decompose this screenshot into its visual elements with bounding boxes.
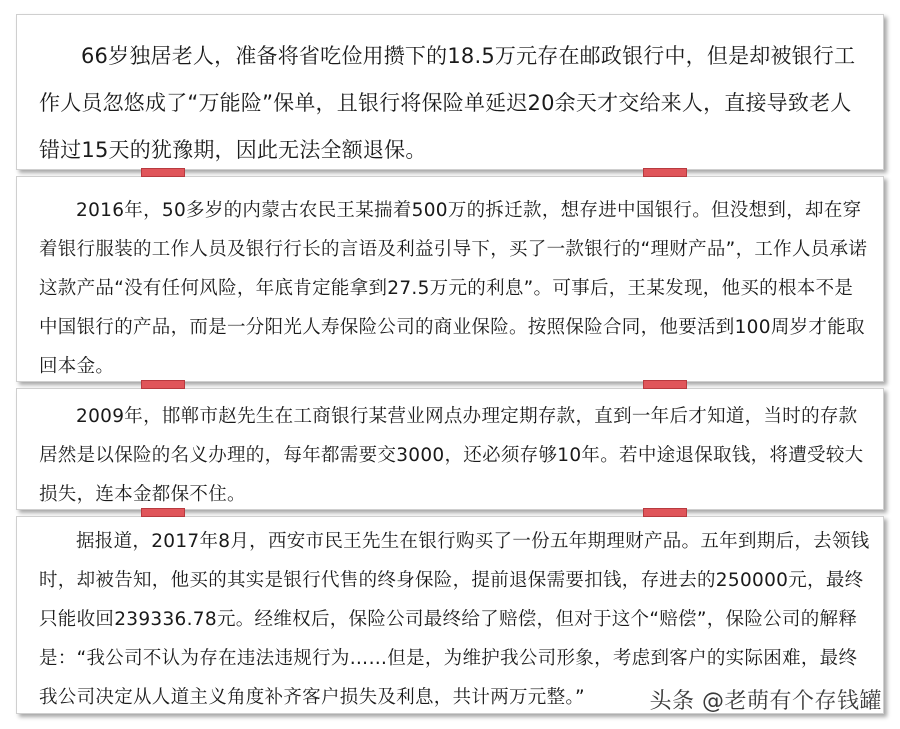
tape-strip <box>141 168 185 177</box>
story-card-2 <box>16 176 884 382</box>
story-paragraph-4: 据报道，2017年8月，西安市民王先生在银行购买了一份五年期理财产品。五年到期后，去领钱时，却被告知，他买的其实是银行代售的终身保险，提前退保需要扣钱，存进去的250000元，最终只能收回239336.78元。经维权后，保险公司最终给了赔偿，但对于这个“赔偿”，保险公司的解释是：“我公司不认为存在违法违规行为……但是，为维护我公司形象，考虑到客户的实际困难，最终我公司决定从人道主义角度补齐客户损失及利息，共计两万元整。” <box>39 531 870 708</box>
story-paragraph-3: 2009年，邯郸市赵先生在工商银行某营业网点办理定期存款，直到一年后才知道，当时的存款居然是以保险的名义办理的，每年都需要交3000，还必须存够10年。若中途退保取钱，将遭受较大损失，连本金都保不住。 <box>39 406 864 505</box>
tape-strip <box>643 168 687 177</box>
tape-strip <box>643 380 687 389</box>
story-paragraph-2: 2016年，50多岁的内蒙古农民王某揣着500万的拆迁款，想存进中国银行。但没想到，却在穿着银行服装的工作人员及银行行长的言语及利益引导下，买了一款银行的“理财产品”，工作人员承诺这款产品“没有任何风险，年底肯定能拿到27.5万元的利息”。可事后，王某发现，他买的根本不是中国银行的产品，而是一分阳光人寿保险公司的商业保险。按照保险合同，他要活到100周岁才能取回本金。 <box>39 200 868 377</box>
tape-strip <box>141 508 185 517</box>
tape-strip <box>141 380 185 389</box>
tape-strip <box>643 508 687 517</box>
story-paragraph-1: 66岁独居老人，准备将省吃俭用攒下的18.5万元存在邮政银行中，但是却被银行工作人员忽悠成了“万能险”保单，且银行将保险单延迟20余天才交给来人，直接导致老人错过15天的犹豫期，因此无法全额退保。 <box>39 44 856 162</box>
watermark-credit: 头条 @老萌有个存钱罐 <box>649 689 882 714</box>
story-card-3 <box>16 388 884 510</box>
story-card-1 <box>16 14 884 170</box>
